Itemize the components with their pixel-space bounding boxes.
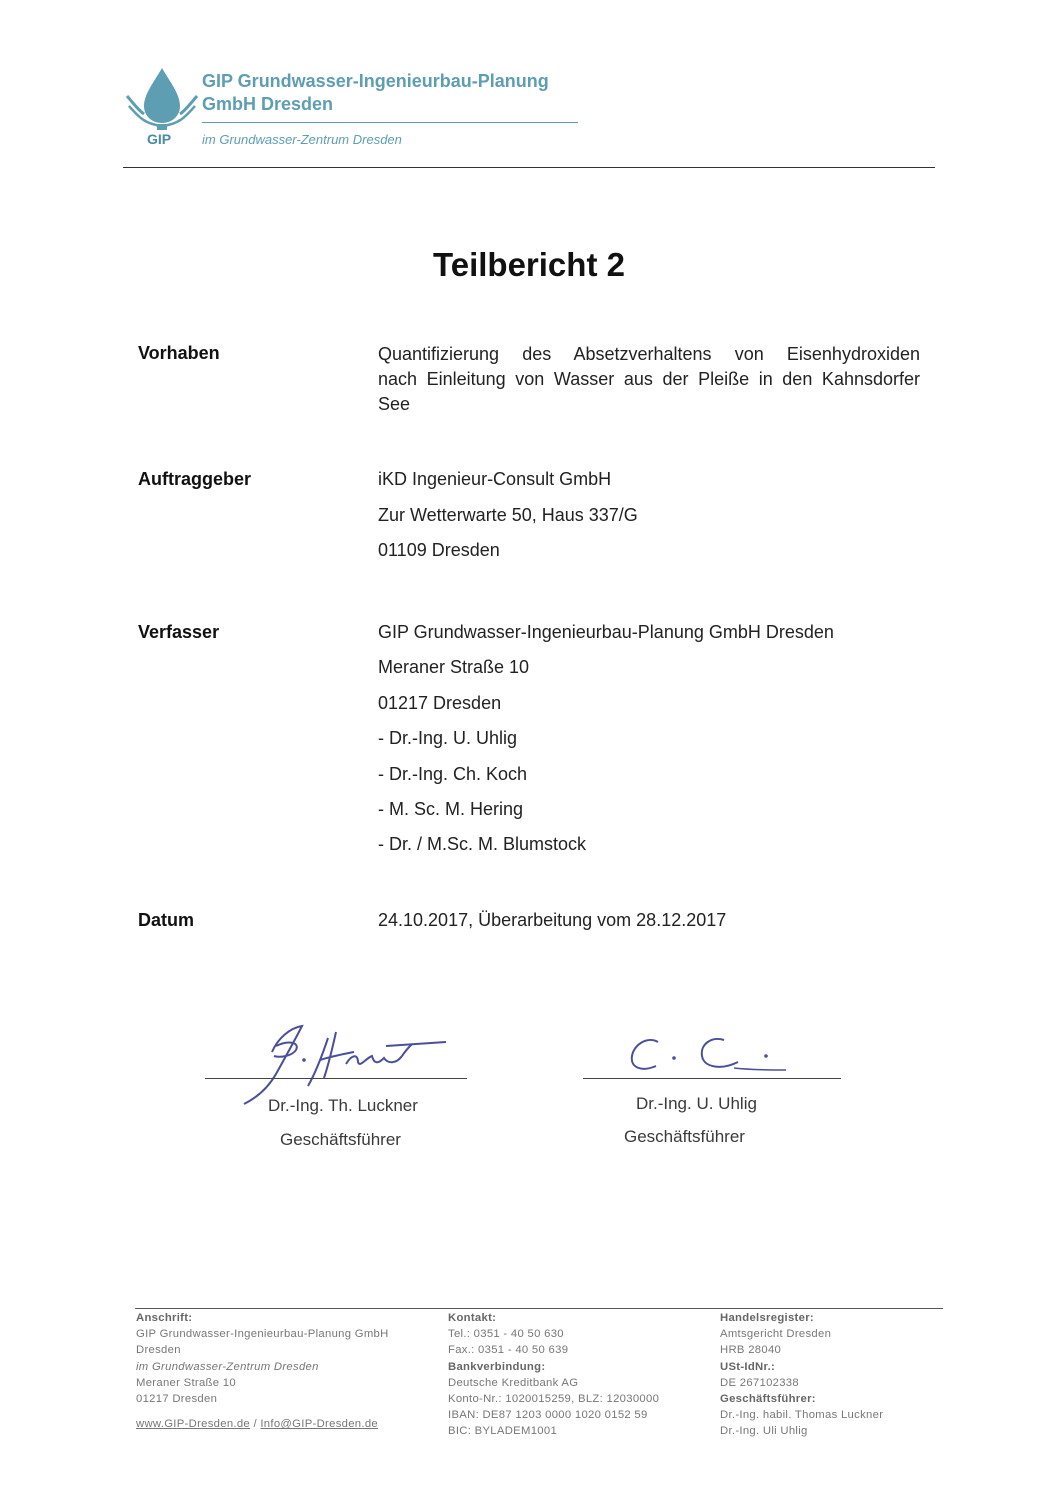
verfasser-author: - Dr.-Ing. U. Uhlig — [378, 728, 518, 748]
vorhaben-label: Vorhaben — [138, 343, 220, 363]
verfasser-line: 01217 Dresden — [378, 693, 502, 713]
datum-label: Datum — [138, 910, 195, 930]
auftraggeber-label: Auftraggeber — [138, 469, 252, 489]
signatory-name: Dr.-Ing. Th. Luckner — [268, 1096, 418, 1115]
signature-line — [583, 1078, 841, 1079]
logo-abbreviation: GIP — [147, 131, 172, 147]
signatory-role: Geschäftsführer — [624, 1127, 745, 1146]
verfasser-author: - Dr.-Ing. Ch. Koch — [378, 764, 528, 784]
logo-tagline: im Grundwasser-Zentrum Dresden — [202, 132, 402, 147]
vorhaben-text: Quantifizierung des Absetzverhaltens von Eisenhydroxiden nach Einleitung von Wasser aus der Pleiße in den Kahnsdorfer See — [378, 344, 920, 414]
logo-company-name: GIP Grundwasser-Ingenieurbau-Planung GmbH Dresden — [202, 71, 549, 114]
footer-address: Anschrift: GIP Grundwasser-Ingenieurbau-Planung GmbH Dresden im Grundwasser-Zentrum Dresden Meraner Straße 10 01217 Dresden www.GIP-Dresden.de / Info@GIP-Dresden.de — [136, 1312, 389, 1431]
footer-divider — [135, 1308, 943, 1309]
auftraggeber-line: 01109 Dresden — [378, 540, 500, 560]
footer-contact: Kontakt: Tel.: 0351 - 40 50 630 Fax.: 0351 - 40 50 639 Bankverbindung: Deutsche Kreditbank AG Konto-Nr.: 1020015259, BLZ: 12030000 IBAN: DE87 1203 0000 1020 0152 59 BIC: BYLADEM1001 — [448, 1312, 660, 1438]
signature-uhlig — [622, 1030, 798, 1082]
datum-value: 24.10.2017, Überarbeitung vom 28.12.2017 — [378, 910, 727, 930]
signatory-name: Dr.-Ing. U. Uhlig — [636, 1094, 757, 1113]
signatory-role: Geschäftsführer — [280, 1130, 401, 1149]
verfasser-label: Verfasser — [138, 622, 220, 642]
footer-register: Handelsregister: Amtsgericht Dresden HRB 28040 USt-IdNr.: DE 267102338 Geschäftsführer: Dr.-Ing. habil. Thomas Luckner Dr.-Ing. Uli Uhlig — [720, 1312, 884, 1438]
email-link[interactable]: Info@GIP-Dresden.de — [260, 1418, 378, 1431]
logo-divider — [202, 122, 578, 123]
website-link[interactable]: www.GIP-Dresden.de — [136, 1418, 251, 1431]
signature-line — [205, 1078, 467, 1079]
header-divider — [123, 167, 935, 168]
document-title: Teilbericht 2 — [433, 246, 625, 283]
verfasser-author: - M. Sc. M. Hering — [378, 799, 524, 819]
auftraggeber-line: iKD Ingenieur-Consult GmbH — [378, 469, 612, 489]
verfasser-author: - Dr. / M.Sc. M. Blumstock — [378, 834, 587, 854]
auftraggeber-line: Zur Wetterwarte 50, Haus 337/G — [378, 505, 638, 525]
verfasser-line: GIP Grundwasser-Ingenieurbau-Planung GmbH Dresden — [378, 622, 834, 642]
verfasser-line: Meraner Straße 10 — [378, 657, 530, 677]
